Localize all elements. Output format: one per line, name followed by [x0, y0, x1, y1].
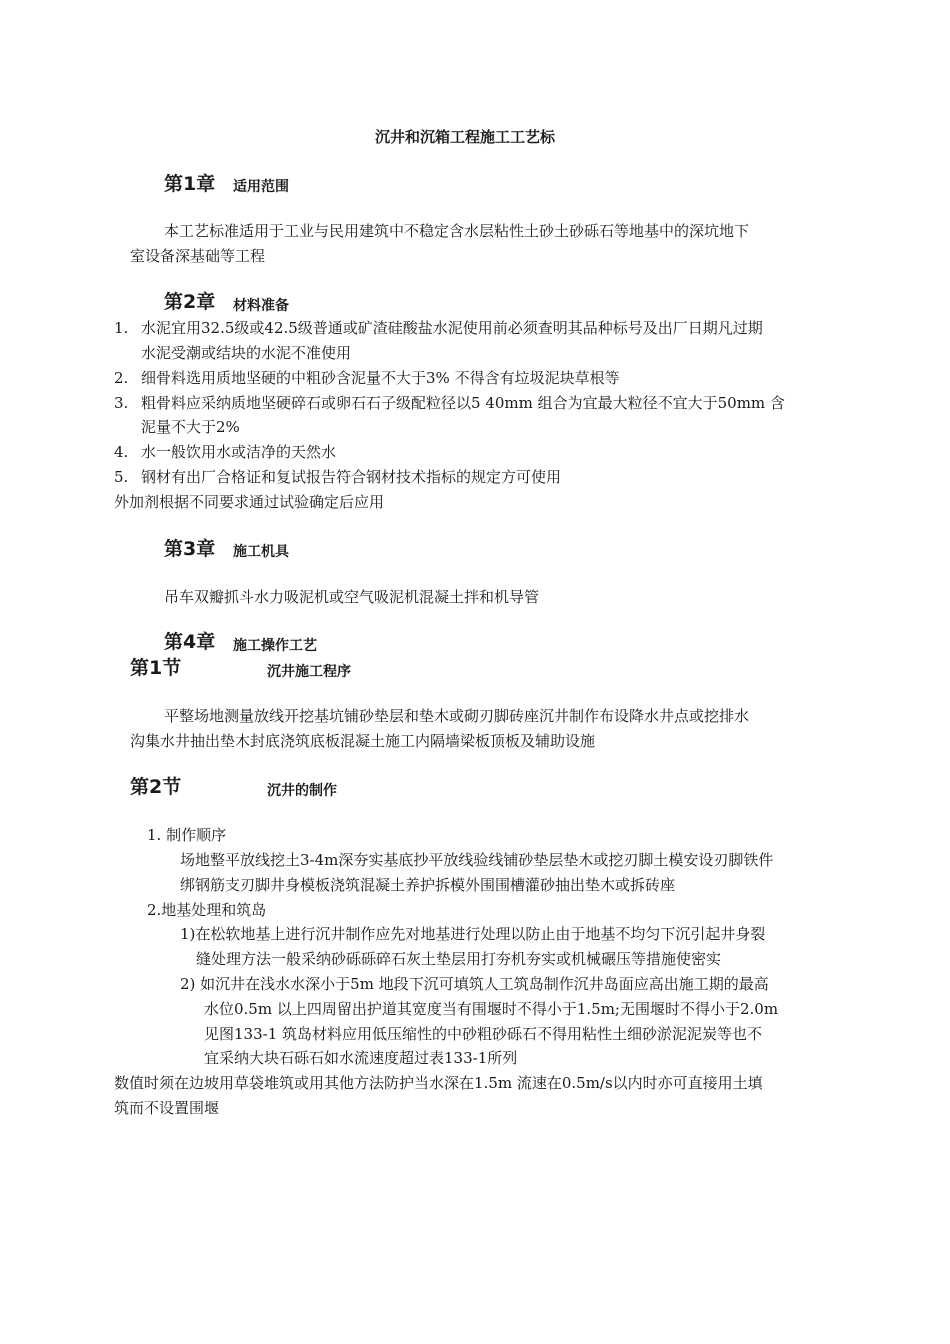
chapter-1-paragraph-line-1: 本工艺标准适用于工业与民用建筑中不稳定含水层粘性土砂土砂砾石等地基中的深坑地下 — [164, 222, 750, 240]
chapter-4-heading: 施工操作工艺 — [233, 638, 317, 654]
foundation-sub-1-line-2: 缝处理方法一般采纳砂砾砾碎石灰土垫层用打夯机夯实或机械碾压等措施使密实 — [196, 950, 722, 968]
foundation-sub-2-line-1: 2) 如沉井在浅水水深小于5m 地段下沉可填筑人工筑岛制作沉井岛面应高出施工期的最高 — [180, 975, 769, 993]
foundation-sub-2-line-2: 水位0.5m 以上四周留出护道其宽度当有围堰时不得小于1.5m;无围堰时不得小于2.0m — [204, 1000, 779, 1018]
fabrication-item-2-heading: 2.地基处理和筑岛 — [147, 901, 267, 919]
material-item-1-line-1: 水泥宜用32.5级或42.5级普通或矿渣硅酸盐水泥使用前必须查明其品种标号及出厂日期凡过期 — [141, 319, 763, 337]
material-item-1-number: 1. — [114, 319, 129, 337]
chapter-2-heading: 材料准备 — [233, 298, 289, 314]
foundation-sub-2-line-4: 宜采纳大块石砾石如水流速度超过表133-1所列 — [204, 1049, 518, 1067]
section-2-number: 第2节 — [130, 776, 182, 798]
material-item-1-line-2: 水泥受潮或结块的水泥不准使用 — [141, 344, 352, 362]
fabrication-item-1-heading: 1. 制作顺序 — [147, 826, 227, 844]
foundation-sub-2-line-3: 见图133-1 筑岛材料应用低压缩性的中砂粗砂砾石不得用粘性土细砂淤泥泥炭等也不 — [204, 1025, 763, 1043]
chapter-1-heading: 适用范围 — [233, 179, 289, 195]
section-1-heading: 沉井施工程序 — [267, 664, 351, 680]
chapter-3-number: 第3章 — [164, 538, 216, 560]
material-item-2-number: 2. — [114, 369, 129, 387]
material-item-3-line-2: 泥量不大于2% — [141, 418, 240, 436]
chapter-1-paragraph-line-2: 室设备深基础等工程 — [130, 247, 266, 265]
foundation-sub-1-line-1: 1)在松软地基上进行沉井制作应先对地基进行处理以防止由于地基不均匀下沉引起井身裂 — [180, 925, 766, 943]
material-item-4-line-1: 水一般饮用水或洁净的天然水 — [141, 443, 337, 461]
chapter-3-heading: 施工机具 — [233, 544, 289, 560]
material-item-3-line-1: 粗骨料应采纳质地坚硬碎石或卵石石子级配粒径以5 40mm 组合为宜最大粒径不宜大于50mm 含 — [141, 394, 785, 412]
chapter-2-number: 第2章 — [164, 291, 216, 313]
chapter-4-number: 第4章 — [164, 631, 216, 653]
material-item-4-number: 4. — [114, 443, 129, 461]
material-item-5-line-1: 钢材有出厂合格证和复试报告符合钢材技术指标的规定方可使用 — [141, 468, 562, 486]
section-1-paragraph-line-1: 平整场地测量放线开挖基坑铺砂垫层和垫木或砌刃脚砖座沉井制作布设降水井点或挖排水 — [164, 707, 750, 725]
section-1-paragraph-line-2: 沟集水井抽出垫木封底浇筑底板混凝土施工内隔墙梁板顶板及辅助设施 — [130, 732, 596, 750]
fabrication-item-1-line-2: 绑钢筋支刃脚井身模板浇筑混凝土养护拆模外围围槽灌砂抽出垫木或拆砖座 — [180, 876, 676, 894]
chapter-3-paragraph: 吊车双瓣抓斗水力吸泥机或空气吸泥机混凝土拌和机导管 — [164, 588, 540, 606]
section-1-number: 第1节 — [130, 657, 182, 679]
protection-note-line-1: 数值时须在边坡用草袋堆筑或用其他方法防护当水深在1.5m 流速在0.5m/s以内时亦可直接用土填 — [114, 1074, 763, 1092]
document-title: 沉井和沉箱工程施工工艺标 — [375, 128, 556, 146]
admixture-note: 外加剂根据不同要求通过试验确定后应用 — [114, 493, 385, 511]
section-2-heading: 沉井的制作 — [267, 783, 337, 799]
protection-note-line-2: 筑而不设置围堰 — [114, 1099, 220, 1117]
material-item-5-number: 5. — [114, 468, 129, 486]
fabrication-item-1-line-1: 场地整平放线挖土3-4m深夯实基底抄平放线验线铺砂垫层垫木或挖刃脚土模安设刃脚铁件 — [180, 851, 774, 869]
material-item-2-line-1: 细骨料选用质地坚硬的中粗砂含泥量不大于3% 不得含有垃圾泥块草根等 — [141, 369, 620, 387]
chapter-1-number: 第1章 — [164, 173, 216, 195]
material-item-3-number: 3. — [114, 394, 129, 412]
